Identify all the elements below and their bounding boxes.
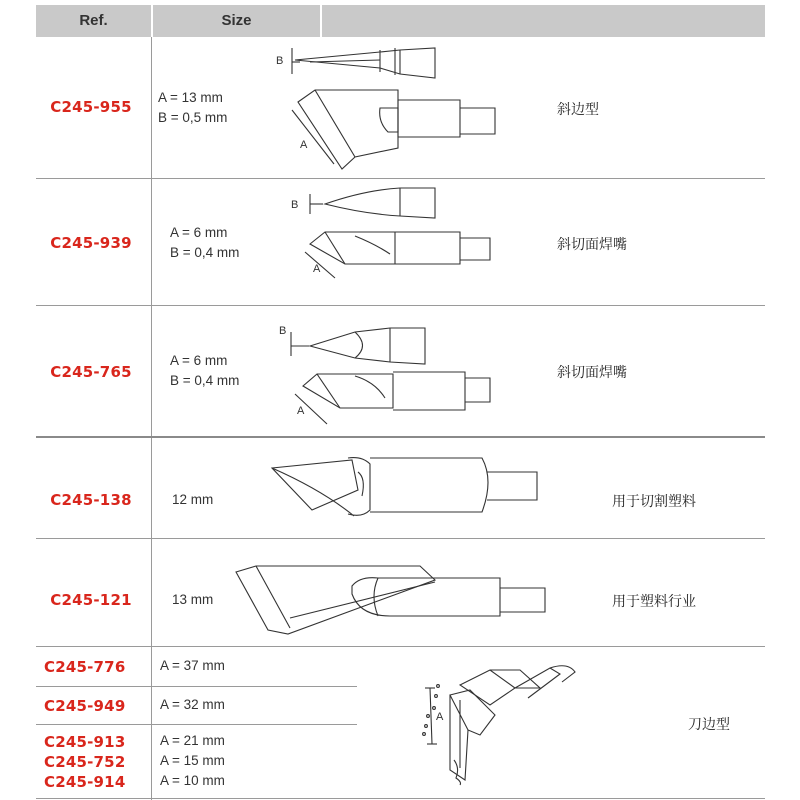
header-size: Size xyxy=(221,12,252,29)
tip-type-note: 刀边型 xyxy=(688,716,730,732)
tip-drawing-c245-765 xyxy=(275,314,495,430)
tip-drawing-c245-939 xyxy=(285,184,495,294)
size-value: A = 37 mm xyxy=(160,658,225,673)
tip-type-note: 用于塑料行业 xyxy=(612,593,696,609)
row-divider xyxy=(36,305,765,306)
label-a: A xyxy=(313,263,321,275)
size-value: A = 32 mm xyxy=(160,697,225,712)
tip-drawing-c245-121 xyxy=(230,556,550,638)
tip-type-note: 斜切面焊嘴 xyxy=(557,236,627,252)
ref-code: C245-914 xyxy=(44,773,126,791)
row-divider xyxy=(36,686,357,687)
header-ref: Ref. xyxy=(79,12,108,29)
size-value: A = 21 mm xyxy=(160,733,225,748)
ref-code: C245-913 xyxy=(44,733,126,751)
tip-drawing-c245-138 xyxy=(262,450,552,532)
header-divider xyxy=(320,5,322,37)
tip-type-note: 斜边型 xyxy=(557,101,599,117)
label-b: B xyxy=(276,55,284,67)
ref-code: C245-121 xyxy=(50,591,132,609)
size-a: A = 6 mm xyxy=(170,225,228,240)
ref-code: C245-939 xyxy=(50,234,132,252)
size-value: 12 mm xyxy=(172,492,214,507)
ref-code: C245-752 xyxy=(44,753,126,771)
row-divider xyxy=(36,538,765,539)
label-b: B xyxy=(279,325,287,337)
size-b: B = 0,4 mm xyxy=(170,373,240,388)
size-value: A = 10 mm xyxy=(160,773,225,788)
tip-drawing-c245-955 xyxy=(270,42,500,172)
ref-code: C245-765 xyxy=(50,363,132,381)
size-a: A = 13 mm xyxy=(158,90,223,105)
row-divider xyxy=(36,724,357,725)
row-divider xyxy=(36,436,765,438)
size-b: B = 0,4 mm xyxy=(170,245,240,260)
row-divider xyxy=(36,178,765,179)
tip-type-note: 斜切面焊嘴 xyxy=(557,364,627,380)
ref-code: C245-138 xyxy=(50,491,132,509)
size-value: A = 15 mm xyxy=(160,753,225,768)
row-divider xyxy=(36,646,765,647)
ref-code: C245-949 xyxy=(44,697,126,715)
size-a: A = 6 mm xyxy=(170,353,228,368)
label-a: A xyxy=(300,139,308,151)
label-b: B xyxy=(291,199,299,211)
size-value: 13 mm xyxy=(172,592,214,607)
size-b: B = 0,5 mm xyxy=(158,110,228,125)
label-a: A xyxy=(436,711,444,723)
tip-type-note: 用于切割塑料 xyxy=(612,493,696,509)
ref-code: C245-776 xyxy=(44,658,126,676)
tip-drawing-blade xyxy=(410,660,590,785)
row-divider xyxy=(36,798,765,799)
ref-code: C245-955 xyxy=(50,98,132,116)
label-a: A xyxy=(297,405,305,417)
